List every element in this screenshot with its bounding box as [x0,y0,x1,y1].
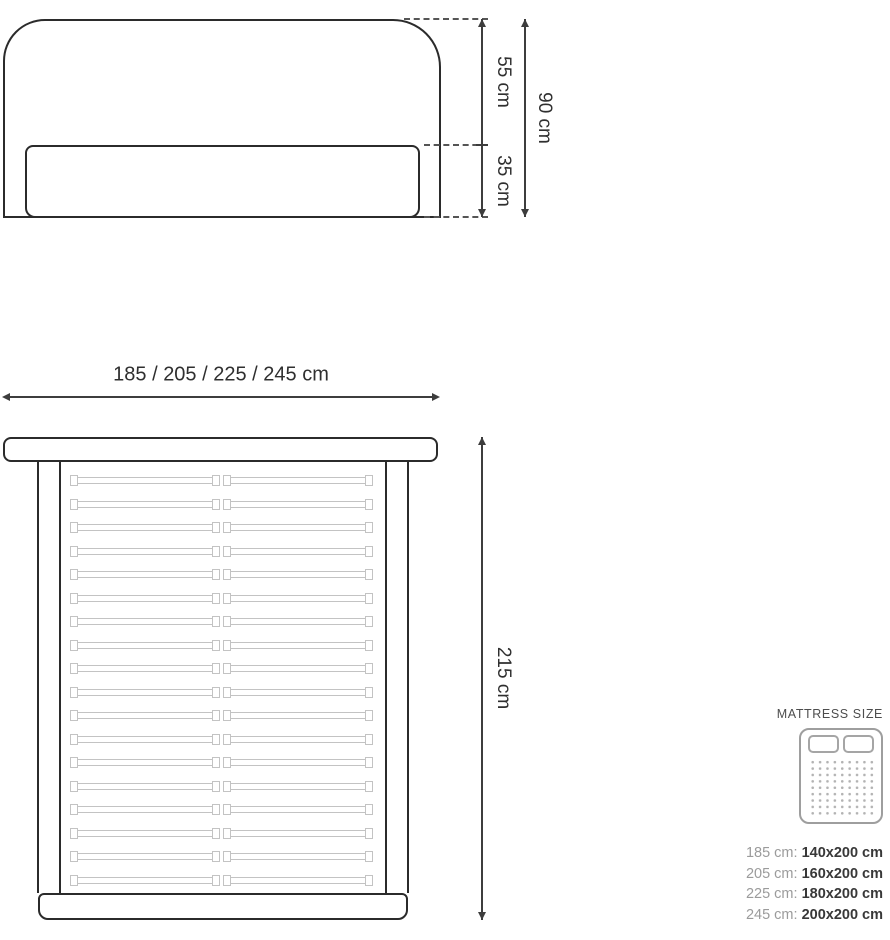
slat [223,875,373,886]
dimension-line-90 [524,19,526,217]
arrowhead-icon [521,19,529,27]
arrowhead-icon [478,209,486,217]
slat [223,593,373,604]
pillow-icon [808,735,839,753]
slat [70,828,220,839]
dimension-tick [476,144,488,146]
slat [223,687,373,698]
total-height-label: 90 cm [534,92,555,144]
slat [223,546,373,557]
slat-row [70,687,373,698]
slat-row [70,663,373,674]
frame-size-label: 185 cm: [745,845,802,861]
slat [70,663,220,674]
slat [223,757,373,768]
slat-row [70,522,373,533]
top-view-footboard [38,893,408,920]
slat [223,640,373,651]
slat [70,875,220,886]
slat-row [70,757,373,768]
slat [223,781,373,792]
width-label: 185 / 205 / 225 / 245 cm [113,363,329,386]
slat [70,687,220,698]
slat [70,640,220,651]
legend-title: MATTRESS SIZE [776,707,883,721]
slat [70,781,220,792]
slat-row [70,875,373,886]
legend-row [663,843,883,864]
mattress-size-value: 200x200 cm [801,906,883,923]
arrowhead-icon [478,19,486,27]
mattress-size-value: 180x200 cm [801,886,883,902]
slat [70,757,220,768]
mattress-size-value: 140x200 cm [801,845,883,861]
slat [70,569,220,580]
arrowhead-icon [478,912,486,920]
slat-row [70,593,373,604]
slat [223,499,373,510]
frame-size-label: 205 cm: [745,865,802,882]
slat [70,593,220,604]
slat-row [70,475,373,486]
arrowhead-icon [432,393,440,401]
pillows [808,735,874,753]
legend-row [663,884,883,905]
base-height-label: 35 cm [493,155,514,207]
slat-row [70,569,373,580]
top-view-left-rail [37,462,61,893]
slat-row [70,828,373,839]
legend-row [663,905,883,926]
front-view-base [25,145,420,218]
mattress-size-legend [663,707,883,925]
slat [223,522,373,533]
slat [223,663,373,674]
dimension-line-55-35 [481,19,483,217]
slat [70,804,220,815]
slat [223,828,373,839]
slat-row [70,640,373,651]
pillow-icon [843,735,874,753]
slat [223,475,373,486]
slat-row [70,616,373,627]
headboard-height-label: 55 cm [493,56,514,108]
arrowhead-icon [478,437,486,445]
top-view-headboard [3,437,438,462]
slat [70,734,220,745]
length-label: 215 cm [493,646,514,710]
slat [223,710,373,721]
slat [223,734,373,745]
top-view-right-rail [385,462,409,893]
slat [223,851,373,862]
slat [70,499,220,510]
dimension-line-width [4,396,438,398]
slat-row [70,499,373,510]
slat-row [70,734,373,745]
slat-row [70,804,373,815]
mattress-icon [799,728,883,824]
extension-line-top [404,18,488,20]
slat [70,475,220,486]
slat [70,710,220,721]
slat [223,569,373,580]
slat [223,616,373,627]
slat-row [70,781,373,792]
slat-row [70,851,373,862]
arrowhead-icon [521,209,529,217]
slat [70,522,220,533]
dimension-line-length [481,437,483,920]
legend-row [663,864,883,885]
slat [70,546,220,557]
mattress-dots-pattern [808,758,874,817]
slat [70,851,220,862]
arrowhead-icon [2,393,10,401]
frame-size-label: 245 cm: [745,906,802,923]
mattress-size-value: 160x200 cm [801,865,883,882]
slat-row [70,710,373,721]
frame-size-label: 225 cm: [745,886,802,902]
legend-rows [663,843,883,925]
slat-row [70,546,373,557]
slat [223,804,373,815]
slats [70,475,373,886]
slat [70,616,220,627]
